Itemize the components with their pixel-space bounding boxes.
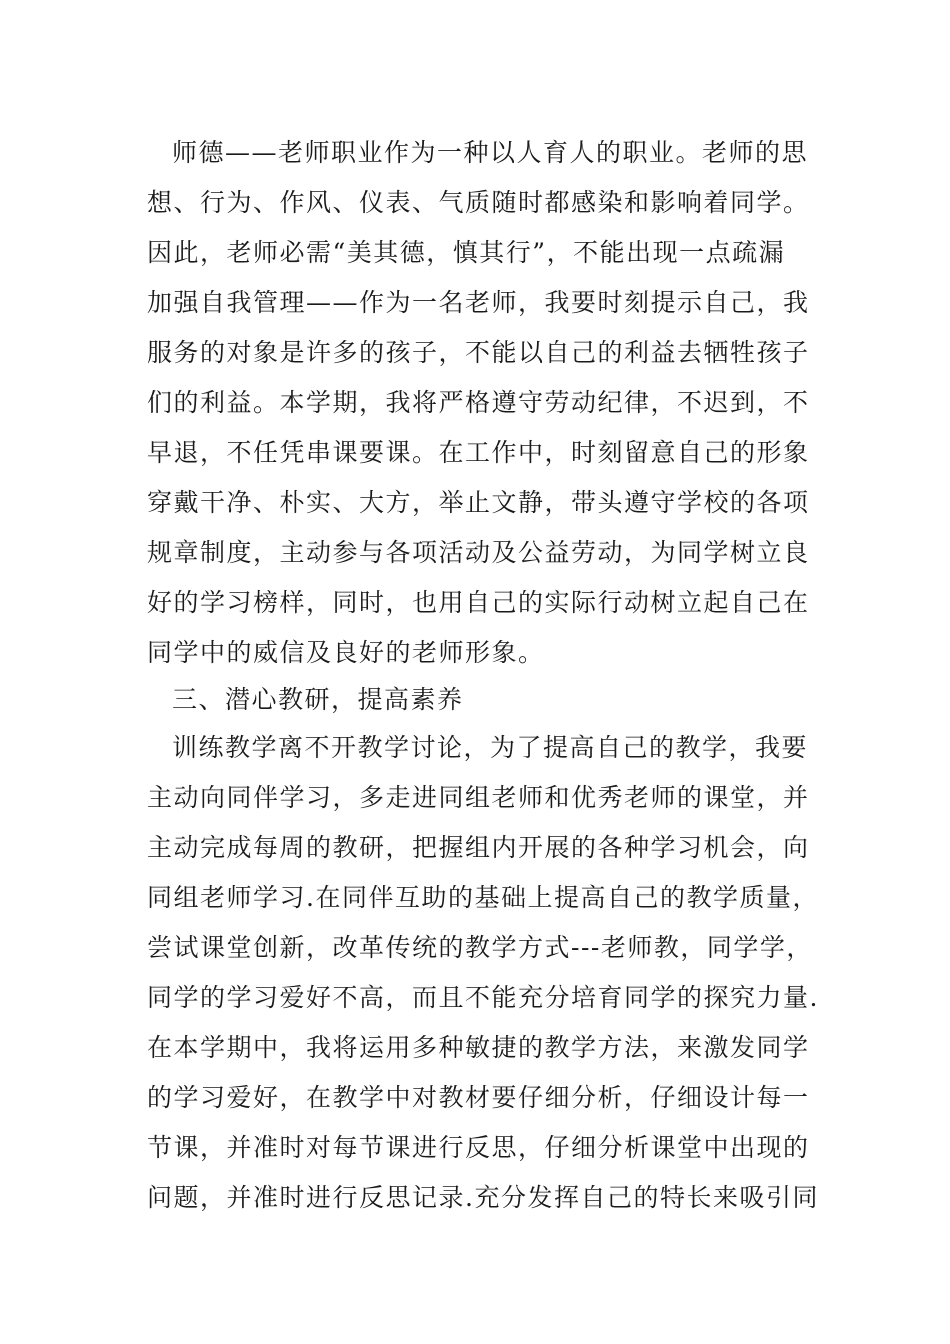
text-line: 同学中的威信及良好的老师形象。 bbox=[147, 638, 545, 667]
text-line: 想、行为、作风、仪表、气质随时都感染和影响着同学。 bbox=[147, 188, 810, 217]
text-line: 尝试课堂创新，改革传统的教学方式---老师教，同学学， bbox=[147, 933, 813, 962]
text-line: 师德——老师职业作为一种以人育人的职业。老师的思 bbox=[172, 138, 809, 167]
text-line: 训练教学离不开教学讨论，为了提高自己的教学，我要 bbox=[172, 733, 809, 762]
text-line: 节课，并准时对每节课进行反思，仔细分析课堂中出现的 bbox=[147, 1133, 810, 1162]
text-line: 规章制度，主动参与各项活动及公益劳动，为同学树立良 bbox=[147, 538, 810, 567]
text-line: 在本学期中，我将运用多种敏捷的教学方法，来激发同学 bbox=[147, 1033, 810, 1062]
text-line: 好的学习榜样，同时，也用自己的实际行动树立起自己在 bbox=[147, 588, 810, 617]
text-line: 们的利益。本学期，我将严格遵守劳动纪律，不迟到，不 bbox=[147, 388, 810, 417]
text-line: 穿戴干净、朴实、大方，举止文静，带头遵守学校的各项 bbox=[147, 488, 810, 517]
text-line: 早退，不任凭串课要课。在工作中，时刻留意自己的形象 bbox=[147, 438, 810, 467]
text-line: 因此，老师必需“美其德，慎其行”，不能出现一点疏漏 bbox=[147, 238, 786, 267]
text-line: 服务的对象是许多的孩子，不能以自己的利益去牺牲孩子 bbox=[147, 338, 810, 367]
text-line: 同学的学习爱好不高，而且不能充分培育同学的探究力量. bbox=[147, 983, 819, 1012]
text-line: 的学习爱好，在教学中对教材要仔细分析，仔细设计每一 bbox=[147, 1083, 810, 1112]
section-heading: 三、潜心教研，提高素养 bbox=[172, 685, 464, 714]
text-line: 主动完成每周的教研，把握组内开展的各种学习机会，向 bbox=[147, 833, 810, 862]
text-line: 主动向同伴学习，多走进同组老师和优秀老师的课堂，并 bbox=[147, 783, 810, 812]
text-line: 加强自我管理——作为一名老师，我要时刻提示自己，我 bbox=[147, 288, 810, 317]
text-line: 同组老师学习.在同伴互助的基础上提高自己的教学质量， bbox=[147, 883, 819, 912]
text-line: 问题，并准时进行反思记录.充分发挥自己的特长来吸引同 bbox=[147, 1183, 819, 1212]
